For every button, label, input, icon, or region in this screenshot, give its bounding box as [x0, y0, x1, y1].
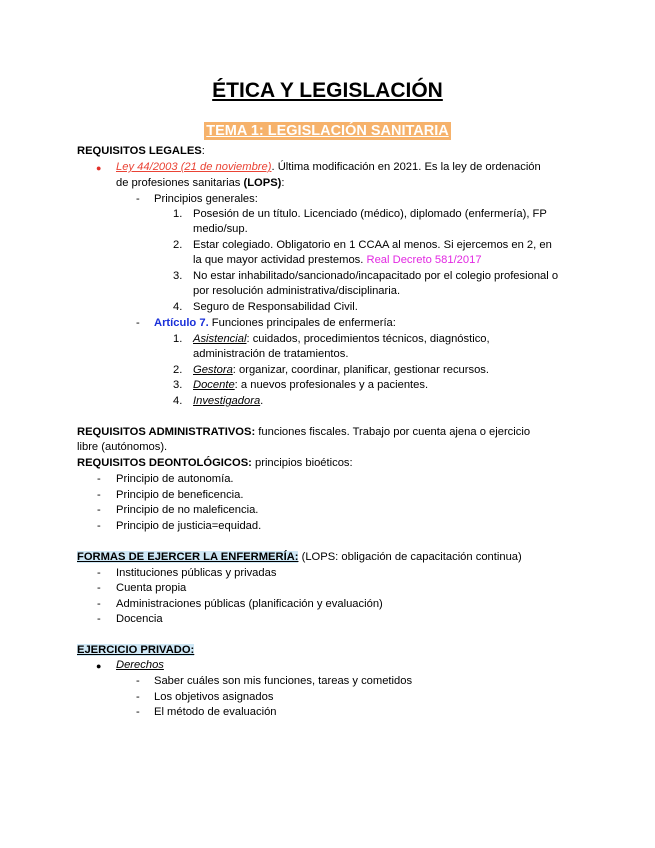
deonto-dash-4: - — [97, 520, 101, 532]
principle-4-number: 4. — [173, 301, 183, 313]
forms-item-1: Instituciones públicas y privadas — [116, 567, 277, 579]
function-2-name: Gestora — [193, 364, 233, 376]
law-link[interactable]: Ley 44/2003 (21 de noviembre) — [116, 161, 272, 173]
forms-dash-2: - — [97, 582, 101, 594]
lops-label: (LOPS) — [243, 177, 282, 189]
document-title: ÉTICA Y LEGISLACIÓN — [212, 79, 443, 102]
article-label: Artículo 7. — [154, 317, 209, 329]
principle-3-line-1: No estar inhabilitado/sancionado/incapacitado por el colegio profesional o — [193, 270, 559, 282]
principles-dash: - — [136, 193, 140, 205]
forms-dash-3: - — [97, 598, 101, 610]
law-dot: . — [271, 161, 275, 173]
rights-label: Derechos — [116, 659, 164, 671]
law-end: : — [281, 177, 285, 189]
forms-heading: FORMAS DE EJERCER LA ENFERMERÍA: — [77, 551, 299, 563]
function-3-desc: : a nuevos profesionales y a pacientes. — [234, 379, 429, 391]
principle-2-number: 2. — [173, 239, 183, 251]
forms-dash-4: - — [97, 613, 101, 625]
deonto-item-4: Principio de justicia=equidad. — [116, 520, 262, 532]
private-heading: EJERCICIO PRIVADO: — [77, 644, 195, 656]
admin-heading: REQUISITOS ADMINISTRATIVOS: — [77, 426, 256, 438]
deonto-dash-3: - — [97, 504, 101, 516]
deonto-dash-2: - — [97, 489, 101, 501]
admin-line-2: libre (autónomos). — [77, 441, 168, 453]
admin-text: funciones fiscales. Trabajo por cuenta ajena o ejercicio — [255, 426, 531, 438]
article-text: Funciones principales de enfermería: — [208, 317, 396, 329]
law-text: Última modificación en 2021. Es la ley de ordenación — [274, 161, 541, 173]
principle-2-line-1: Estar colegiado. Obligatorio en 1 CCAA al menos. Si ejercemos en 2, en — [193, 239, 552, 251]
function-4-name: Investigadora — [193, 395, 261, 407]
forms-item-2: Cuenta propia — [116, 582, 187, 594]
law-line-1 — [116, 159, 541, 175]
legal-heading-colon: : — [201, 145, 205, 157]
rights-item-2: Los objetivos asignados — [154, 691, 274, 703]
rights-label-line — [116, 657, 164, 673]
function-4-line — [193, 393, 263, 409]
rights-dash-3: - — [136, 706, 140, 718]
principle-1-line-1: Posesión de un título. Licenciado (médico), diplomado (enfermería), FP — [193, 208, 547, 220]
deonto-item-1: Principio de autonomía. — [116, 473, 234, 485]
deonto-item-3: Principio de no maleficencia. — [116, 504, 259, 516]
rights-item-1: Saber cuáles son mis funciones, tareas y cometidos — [154, 675, 413, 687]
principle-3-number: 3. — [173, 270, 183, 282]
deonto-heading: REQUISITOS DEONTOLÓGICOS: — [77, 457, 252, 469]
law-line-2 — [116, 175, 285, 191]
rights-dash-2: - — [136, 691, 140, 703]
real-decreto-link[interactable]: Real Decreto 581/2017 — [366, 254, 482, 266]
function-4-desc: . — [260, 395, 264, 407]
principles-label: Principios generales: — [154, 193, 258, 205]
forms-item-4: Docencia — [116, 613, 163, 625]
admin-line-1 — [77, 424, 530, 440]
article-line — [154, 315, 396, 331]
principle-4-line-1: Seguro de Responsabilidad Civil. — [193, 301, 358, 313]
deonto-heading-line — [77, 455, 353, 471]
forms-heading-line — [77, 549, 522, 565]
article-dash: - — [136, 317, 140, 329]
function-1-line-1 — [193, 331, 490, 347]
function-1-line-2: administración de tratamientos. — [193, 348, 349, 360]
function-3-line — [193, 377, 428, 393]
function-1-number: 1. — [173, 333, 183, 345]
function-1-name: Asistencial — [193, 333, 247, 345]
forms-dash-1: - — [97, 567, 101, 579]
law-text-2: de profesiones sanitarias — [116, 177, 244, 189]
function-3-number: 3. — [173, 379, 183, 391]
document-subtitle: TEMA 1: LEGISLACIÓN SANITARIA — [206, 123, 449, 139]
deonto-dash-1: - — [97, 473, 101, 485]
forms-item-3: Administraciones públicas (planificación y evaluación) — [116, 598, 383, 610]
principle-3-line-2: por resolución administrativa/disciplinaria. — [193, 285, 401, 297]
function-1-desc: : cuidados, procedimientos técnicos, diagnóstico, — [246, 333, 490, 345]
function-3-name: Docente — [193, 379, 235, 391]
principle-2-line-2 — [193, 252, 482, 268]
subtitle-wrapper — [0, 122, 655, 140]
rights-dash-1: - — [136, 675, 140, 687]
function-4-number: 4. — [173, 395, 183, 407]
function-2-number: 2. — [173, 364, 183, 376]
function-2-desc: : organizar, coordinar, planificar, gestionar recursos. — [232, 364, 489, 376]
principle-1-number: 1. — [173, 208, 183, 220]
deonto-text: principios bioéticos: — [251, 457, 353, 469]
principle-2-line-2-text: la que mayor actividad prestemos. — [193, 254, 367, 266]
law-bullet-icon: ● — [96, 163, 102, 173]
principle-1-line-2: medio/sup. — [193, 223, 248, 235]
forms-text: (LOPS: obligación de capacitación continua) — [298, 551, 522, 563]
legal-heading-line — [77, 143, 205, 159]
rights-item-3: El método de evaluación — [154, 706, 277, 718]
deonto-item-2: Principio de beneficencia. — [116, 489, 244, 501]
private-heading-line — [77, 642, 194, 658]
legal-heading: REQUISITOS LEGALES — [77, 145, 202, 157]
rights-bullet-icon: ● — [96, 661, 102, 671]
function-2-line — [193, 362, 489, 378]
